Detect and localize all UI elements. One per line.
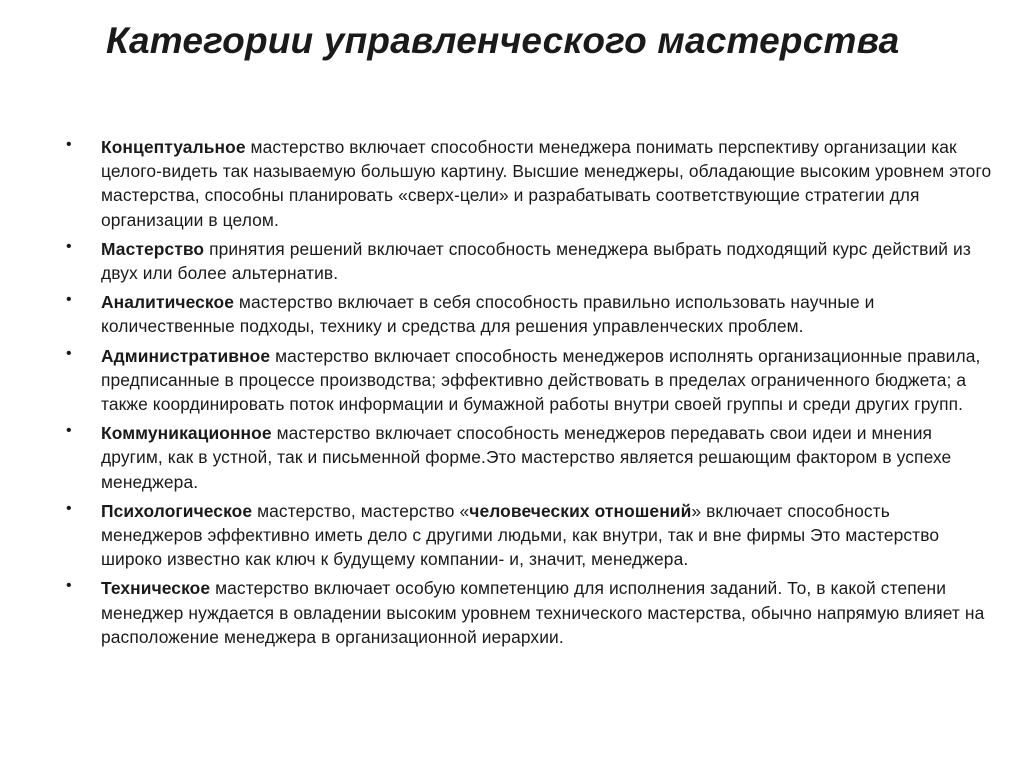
- bullet-icon: •: [66, 577, 72, 595]
- bullet-icon: •: [66, 291, 72, 309]
- bullet-term: Мастерство: [101, 238, 205, 259]
- bullet-term: Концептуальное: [101, 137, 246, 157]
- bullet-item-psychological: [66, 499, 996, 572]
- bullet-item-communication: [66, 421, 996, 494]
- bullet-item-analytical: [66, 290, 996, 338]
- bullet-term: Административное: [101, 345, 271, 366]
- bullet-bold-phrase: человеческих отношений: [469, 500, 692, 521]
- bullet-item-technical: [66, 576, 996, 649]
- bullet-list: [66, 135, 996, 654]
- slide-title: Категории управленческого мастерства: [106, 20, 900, 61]
- bullet-term: Техническое: [101, 578, 211, 599]
- bullet-text: мастерство включает в себя способность правильно использовать научные и количественные подходы, технику и средства для решения управленческих проблем.: [101, 292, 875, 337]
- bullet-icon: •: [66, 237, 72, 255]
- bullet-text: » включает способность менеджеров эффективно иметь дело с другими людьми, как внутри, так и вне фирмы Это мастерство широко известно как ключ к будущему компании- и, значит, менеджера.: [101, 500, 940, 570]
- bullet-icon: •: [66, 344, 72, 362]
- bullet-text: мастерство включает особую компетенцию для исполнения заданий. То, в какой степени менеджер нуждается в овладении высоким уровнем технического мастерства, обычно напрямую влияет на расположение менеджера в организационной иерархии.: [101, 578, 985, 647]
- bullet-icon: •: [66, 499, 72, 517]
- bullet-term: Психологическое: [101, 500, 253, 521]
- bullet-text: принятия решений включает способность менеджера выбрать подходящий курс действий из двух или более альтернатив.: [101, 238, 971, 284]
- bullet-text-lead: мастерство, мастерство «: [252, 500, 470, 521]
- bullet-item-administrative: [66, 344, 996, 417]
- bullet-text: мастерство включает способности менеджера понимать перспективу организации как целого-видеть так называемую большую картину. Высшие менеджеры, обладающие высоким уровнем этого мастерства, способны планировать «сверх-цели» и разрабатывать соответствующие стратегии для организации в целом.: [101, 137, 992, 230]
- bullet-icon: •: [66, 136, 72, 153]
- bullet-item-decision-making: [66, 237, 996, 285]
- bullet-item-conceptual: [66, 135, 996, 232]
- bullet-term: Аналитическое: [101, 292, 234, 313]
- bullet-text: мастерство включает способность менеджеров передавать свои идеи и мнения другим, как в устной, так и письменной форме.Это мастерство является решающим фактором в успехе менеджера.: [101, 423, 952, 492]
- bullet-icon: •: [66, 422, 72, 440]
- bullet-text: мастерство включает способность менеджеров исполнять организационные правила, предписанные в процессе производства; эффективно действовать в пределах ограниченного бюджета; а также координировать поток информации и бумажной работы внутри своей группы и среди других групп.: [101, 345, 981, 415]
- bullet-term: Коммуникационное: [101, 423, 272, 444]
